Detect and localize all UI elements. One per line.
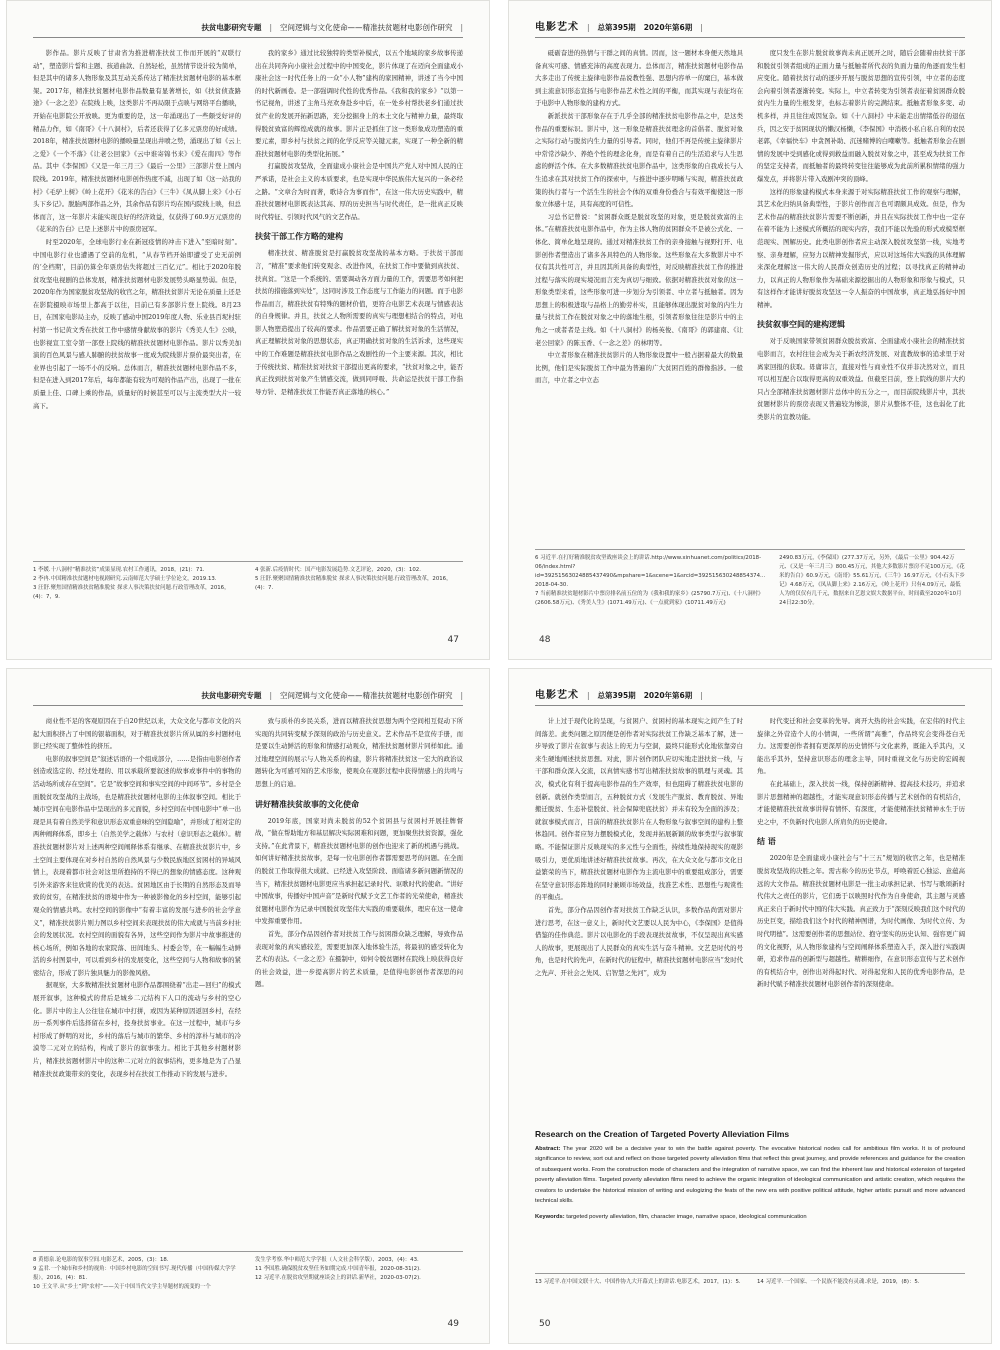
column-right	[255, 715, 463, 1080]
page-header: 扶贫电影研究专题 | 空间逻辑与文化使命——精准扶贫题材电影创作研究 |	[33, 19, 463, 38]
body-paragraph: 中立者形象在精准扶贫影片的人物形象设置中一般占据着最大的数量比例，他们是实际脱贫工作中最为普遍的广大贫困百姓的群像指涉。一般而言，中立者之中立态	[535, 351, 743, 385]
body-paragraph: 影作品。影片反映了甘肃省为推进精准扶贫工作而开展的“双联行动”，塑造影片誓和主题、孩道曲款、自然轻松，虽然情节设计较为简单，但是其中的诸多人物形象及其互动关系传达了精准扶贫题材电影的基本框架。2017年，精准扶贫题材电影作品数量有显著增长，如《扶贫侦查路途》《一念之差》在院线上映，这类影片不再局限于点映与网络平台播映，开始在电影院公开放映。更为重要的是，这一年涌现出了一些颇受好评的精品力作，如《南哥》《十八洞村》，后者还获得了亿多元票房的好成绩。2018年，精准扶贫题材电影的播映量呈现出井喷之势，涌现出了如《云上之爱》《一个不落》《让老公回家》《云中谁寄锦书来》《爱在南四》等作品。其中《李保国》《又是一年三月三》《最后一公里》三部影片登上国内院线。2019年，精准扶贫题材电影创作热度不减，出现了如《这一站我的村》《毛驴上树》《岭上花开》《花米的告白》《三牛》《凤从脚上来》《小石头下乡记》。脱胎两部作品之外，其余作品有影片均在国内院线上映，但总体而言，这一年影片未能实现良好的经济效益，仅获得了60.9万元票房的《花米的告白》已是上述影片中的票房冠军。	[33, 49, 241, 234]
journal-logo: 电影艺术	[535, 22, 579, 33]
body-columns	[33, 47, 463, 412]
body-paragraph: 时至2020年，全球电影行业在新冠疫情的冲击下进入“至暗时刻”。中国电影行业也遭遇了空前的危机，“从春节档开始即遭受了史无前例的‘全档期’，目前仍算全年票房估失将超过三百亿元”。相比于2020年脱贫攻坚电视剧的总体发展，精准扶贫题材电影发展势头略显势弱。但是，2020年作为国家脱贫攻坚战的收官之年，精准扶贫影片无论在质量上还是在影院摄映市场里上都高于以往，目前已有多部影片登上院线。8月23日，在国家电影局主办，反映了感动中国2019年度人物、乐业县百坭村驻村第一书记黄文秀在扶贫工作中感情身献故事的影片《秀美人生》公映，也影视宣工室令第一部登上院线的精准扶贫题材电影作品。影片以秀美加演的百色风景与感人肺腑的扶贫故事一度成为院线影片票价最突出者，在业界也引起了一场不小的反响。总体而言，精准扶贫题材电影作品不多，但是在进入到2017年后，每年都能有较为可观的作品产出，出现了一批在质量上佳、口碑上乘的作品，质量好的时候甚至可以与主流类型大片一较高下。	[33, 237, 241, 410]
footnote: 2018-04-30.	[535, 582, 569, 588]
body-paragraph: 首先，部分作品因创作者对扶贫工作缺乏认识，多数作品尚需对影片进行思考，在这一意义上，新时代文艺要以人民为中心，《李保国》是值得借鉴的佳作典范。影片以电影化的手段表现扶贫故事，不仅呈现出真实感人的故事，更展现出了人民群众的真实生活与奋斗精神。文艺是时代的号角，也是时代的先声，在新时代的征程中，精准扶贫题材电影应当“发时代之先声、开社会之先风、启智慧之先河”，成为	[535, 905, 743, 977]
header-issue: 总第395期	[597, 23, 636, 32]
keywords	[535, 1212, 965, 1222]
footnote: 9 孟君.一个城市和乡村的视角：中国乡村电影的空间书写.现代传播（中国传媒大学学报），2016，(4)：81.	[33, 1266, 236, 1281]
footnote: 1 李媛.十八洞村“精准扶贫”成果显现.农村工作通讯，2018，(21)：71.	[33, 567, 205, 573]
header-section: 扶贫电影研究专题	[201, 23, 262, 32]
page-47	[6, 0, 490, 660]
footnote: 2 李冉.中国精准扶贫题材电视剧研究.云南师范大学硕士学位论文，2019.13.	[33, 576, 217, 582]
body-paragraph: 时代变迁和社会变革的先导。离开大热的社会实践，在宏伟的时代主旋律之外营造个人的小情调，一些所谓“高雅”，作品终究会变得苍白无力。这需要创作者拥有更深厚的历史情怀与文化素养，既能入乎其内，又能出乎其外，坚持意识形态的理念主导，同时重视文化与历史的宏阔视角。	[757, 717, 965, 776]
section-heading: 扶贫干部工作方略的建构	[255, 232, 343, 242]
footnote: 8 黄德泉.论电影的叙事空间.电影艺术，2005，(3)：18.	[33, 1257, 169, 1263]
footnote: 12 习近平.在脱贫攻坚期就座谈会上的讲话.新华社，2020-03-07(2).	[255, 1275, 421, 1281]
body-paragraph: 电影的叙事空间是“叙述话语的一个组成部分，……是指由电影创作者创造或选定的、经过处理的、用以承载所要叙述的故事或事件中的事物的活动场所或存在空间”。它是“故事空间和事实空间的中间环节”。乡村是全面脱贫攻坚战的主战场，也是精准扶贫题材电影的主体叙事空间。相比于城市空间在电影作品中呈现出的多元面貌，乡村空间在中国电影中“单一出现是具有着自然美学和意识形态双重意味的空间隐喻”，并形成了相对定的两种阐释体系，即乡土（自然美学之载体）与农村（意识形态之载体）。精准扶贫题材影片对上述两种空间阐释体系有继承、在精准扶贫影片中，乡土空间主要体现在对乡村自然的自然风景与少数民族地区贫困村的异域风情上，表现着都市社会对这里所抱持的不得已的想象的情感态度。这种观引外来游客来往欣赏的优美的表达。贫困地区由于长期的自然形态及而导致的贫穷，在精准扶贫的语境中作为一种被影像化的乡村空间，能够引起观众的情感共鸣。农村空间的影像中“有着丰富的发展与进步的社会学意义”，精准扶贫影片则力图以乡村空间来表现扶贫的伟大成就与当前乡村社会的发展状况。农村空间的面貌有各异，这些空间作为影片中故事推进的核心场所，例如各地的农家院落、田间地头、村委会等，在一幅幅生动鲜活的乡村图景中，可以看到乡村的发展变化，这些空间与人物和故事的紧密结合，形成了影片独具魅力的影像风格。	[33, 754, 241, 977]
footnote: 3 汪舒.聚焦国情精准扶贫精准脱贫 探求人事决策扶贫问题.行政管理改革，2016，(4)：7，9.	[33, 585, 230, 600]
body-paragraph: 精准扶贫、精准脱贫是打赢脱贫攻坚战的基本方略。于扶贫干部而言，“精准”要求他们转变观念、改进作风，在扶贫工作中要做到真扶贫、扶真贫。“这是一个系统的、需要调动各方面力量的工作，需要思考如何把扶贫的措施落到实处”，这同时涉及工作态度与工作能力的问题。而于电影作品而言，精准扶贫有特殊的题材价值，更符合电影艺术表现与情感表达的自身规律。并且，扶贫之人物所需要的真实与理想相结合的特点，对电影人物塑造提出了较高的要求。作品需要正确了解扶贫对象的生活情况，真正理解扶贫对象的思想状态，真正明确扶贫对象的生活诉求，这些现实中的工作难题是精准扶贫电影作品之戏剧性的一个主要来源。其次，相比于传统扶贫、精准扶贫对扶贫干部提出更高的要求，“扶贫对象之中，能否真正找到扶贫对象产生情感交流，做到同呼吸、共命运是扶贫干部工作指导方针、是精准扶贫工作能否真正落地的核心。”	[255, 249, 463, 396]
body-paragraph: 打赢脱贫攻坚战，全面建成小康社会是中国共产党人对中国人民的庄严承诺，是社会主义的本质要求，也是实现中华民族伟大复兴的一条必经之路。“文章合为时而著，歌诗合为事而作”，在这一伟大历史实践中，精准扶贫题材电影既表达其高、厚的历史担当与时代责任，是一批真正反映时代特征、引领时代风气的文艺作品。	[255, 162, 463, 221]
body-paragraph: 据观察，大多数精准扶贫题材电影作品都围绕着“出走—回归”的模式展开叙事，这种模式的背后是城乡二元结构下人口的流动与乡村的空心化。影片中的主人公往往在城市中打拼，或因为某种原因返回乡村，在经历一系列事件后选择留在乡村，投身扶贫事业。在这一过程中，城市与乡村形成了鲜明的对比，乡村的落后与城市的繁华、乡村的淳朴与城市的冷漠等二元对立的结构，构成了影片的叙事张力。相比于其他乡村题材影片，精准扶贫题材影片中的这种二元对立的叙事结构，更多地是为了凸显精准扶贫政策带来的变化，表现乡村在扶贫工作推动下的发展与进步。	[33, 981, 241, 1078]
page-number: 48	[539, 635, 551, 645]
body-paragraph: 这样的形象建构模式本身来源于对实际精准扶贫工作的观察与理解，其艺术化归纳具备典型性，于影片创作而言也可谓颇具成效。但是，作为艺术作品的精准扶贫影片需要不断创新，并且在实际扶贫工作中也一定存在着不能为上述模式所概括的现实内容，我们不能以先验的形式或模型框范现实、图解历史。此类电影创作者应主动深入脱贫攻坚第一线，实地考察、亲身理解，应努力以精神发掘形式，应以对这场伟大实践的具体理解来深化理解这一伟大的人民群众创造历史的过程；以寻找真正的精神动力，以真正的人物形象作为基础来源挖掘出的人物形象和形象与模式，只有这样作才能讲好脱贫攻坚这一令人振奋的中国故事，真正地弘扬好中国精神。	[757, 187, 965, 309]
body-paragraph: 对于反映国家带领贫困群众脱贫致富、全面建成小康社会的精准扶贫电影而言，农村往往会成为关于新农经济发展、对直教故事的追求里于对离家回报的获取。毋庸讳言，直接对性与商业性不仅并非决然对立，而且可以相互配合以取得更高的双重效益。但截至目前，登上院线的影片大约只占全部精准扶贫题材影片总体中的五分之一，而目前院线影片中，其扶贫题材影片的票房表现又普遍较为惨淡，影片从整体不佳，这也弱化了此类影片的宣教功能。	[757, 337, 965, 422]
footnote: 5 汪舒.聚聚国情精准扶贫精准脱贫 探求人事决策扶贫问题.行政管理改革，2016，(4)：7.	[255, 576, 452, 591]
footnotes	[33, 561, 463, 602]
body-paragraph: 首先，部分作品因创作者对扶贫工作与贫困群众缺乏理解，导致作品表现对象的真实感较差，需要更加深入地体验生活，将最初的感受转化为艺术的表达。《一念之差》在摄制中，如何令脱贫题材在院线上映获得良好的社会效益，进一步提高影片的艺术质量，是值得电影创作者深思的问题。	[255, 929, 463, 989]
body-columns	[535, 715, 965, 1123]
footnote: 2490.83万元，《李保国》(277.37万元，另外，《最后一公里》904.42万元、《又是一年三月三》800.45万元，其他大多数影片票房不足100万元，《花米的告白》60.9万元，《南哥》55.61万元，《三牛》16.97万元，《小石头下乡记》4.68万元，《凤从脚上来》2.16万元，《岭上花开》只有4.09万元，最低人为的仅仅有几千元，数据来自艺恩文娱大数据平台，时间截至2020年10月24日22:30分。	[779, 555, 965, 606]
body-columns	[33, 715, 463, 1080]
section-heading: 讲好精准扶贫故事的文化使命	[255, 799, 359, 809]
page-number: 49	[447, 1319, 459, 1329]
page-50	[508, 668, 992, 1344]
column-right	[255, 47, 463, 412]
page-49	[6, 668, 490, 1344]
section-heading: 扶贫叙事空间的建构逻辑	[757, 320, 845, 330]
header-title: 空间逻辑与文化使命——精准扶贫题材电影创作研究	[279, 691, 453, 700]
body-paragraph: 砥砺奋进的热情与干群之间的真情。因而，这一题材本身便天然地具备真实可感、情感充沛的高度表现力。总体而言，精准扶贫题材电影作品大多走出了传统主旋律电影作品说教性强、思想内容单一的窠臼，基本做到主流意识形态宣扬与电影作品艺术性之间的平衡，而其实现与表征均在于电影中人物形象的建构方式。	[535, 49, 743, 108]
column-right	[757, 715, 965, 1123]
body-paragraph: 度只发生在影片脱贫故事尚未真正展开之时，随后会随着由扶贫干部和脱贫引领者组成的正面力量与抵触者所代表的负面力量的角逐而发生相应变化。随着扶贫行动的逐步开展与脱贫思想的宣传引领，中立者的态度会向着引领者逐渐转变。实际上，中立者转变为引领者表征着贫困群众脱贫内生力量的生根发芽，也标志着影片的完满结束。抵触者形象多变、动机多样，并且往往成因复杂。如《十八洞村》中未能走出情绪低谷的退伍兵，因之安于贫困现状的懒汉杨懒，《李保国》中消极小私自私自利的农民老郭，《幸福快车》中贪图补助、沉迷赌博的白嘲嗽等。抵触者形象会在剧情的发展中受到感化或得到救益而融入脱贫对象之中，甚至成为扶贫工作的坚定支持者，而抵触者的最终转变往往能够成为此前所累积情绪的强力爆发点，并将影片带入戏剧冲突的顶峰。	[757, 49, 965, 183]
footnote: 14 习近平.一个国家、一个民族不能没有灵魂.求是，2019，(8)：5.	[757, 1279, 920, 1285]
journal-logo: 电影艺术	[535, 690, 579, 701]
keywords-label: Keywords:	[535, 1214, 565, 1221]
body-paragraph: 商业性不足的客观原因在于自20世纪以来，大众文化与都市文化的兴起大面积挤占了中国的银幕面积，对于精准扶贫影片所从属的乡村题材电影已经实现了整体性的挤压。	[33, 717, 241, 751]
body-paragraph: 新派扶贫干部形象存在于几乎全部的精准扶贫电影作品之中，是这类作品的重要标识。影片中，这一形象是精准扶贫理念的首倡者、脱贫对象之实际行动与脱贫内生力量的引导者。同时，他们不再是传统主旋律影片中常常沙缺少、养绝个性的理念化身，而是有着自己的生活追求与人生思虑的鲜活个体。在大多数精准扶贫电影作品中，这类形象的自我成长与人生追求在其对扶贫工作的探索中，与推进中逐步明晰与实现，精准扶贫政策的执行者与一个活生生的社会个体的双重身份叠合与有效平衡使这一形象立体感十足，具有高度的可信性。	[535, 111, 743, 209]
english-abstract	[535, 1129, 965, 1223]
body-paragraph: 致与质朴的乡民关系，进而以精准扶贫思想为两个空间相互促动下所实现的共同转变赋予深刻的政治与历史意义。艺术作品不是宣传手册，而是要以生动鲜活的形象和情感打动观众，精准扶贫题材影片同样如此。通过地理空间的展示与人物关系的构建，影片将精准扶贫这一宏大的政治议题转化为可感可知的艺术形象，使观众在观影过程中获得情感上的共鸣与思想上的启迪。	[255, 717, 463, 788]
footnotes	[535, 1273, 965, 1287]
header-section: 扶贫电影研究专题	[201, 691, 262, 700]
footnote: 11 李国胜.确保脱贫攻坚任务如期完成.中国青年报，2020-08-31(2).	[255, 1266, 421, 1272]
abstract-title: Research on the Creation of Targeted Poverty Alleviation Films	[535, 1129, 790, 1139]
header-date: 2020年第6期	[643, 23, 693, 32]
footnote: 10 王文平.从“乡土”到“农村”——关于中国当代文学主导题材的流变的一个	[33, 1284, 211, 1290]
body-paragraph: 在此基础上，深入扶贫一线，保持创新精神、提高技术技巧，并追求影片思想精神的超越性，才能实现意识形态传播与艺术创作的有机结合，才能使精准扶贫故事讲得有情怀、有深度，才能使精准扶贫精神永生于历史之中，不负新时代电影人所肩负的历史使命。	[757, 779, 965, 826]
body-columns	[535, 47, 965, 424]
column-left	[535, 715, 743, 1123]
body-paragraph: 2020年是全面建成小康社会与“十三五”规划的收官之年，也是精准脱贫攻坚战的决胜之年。需古称今的历史节点，呼唤着匠心独运、意蕴高远的大文作品。精准扶贫题材电影是一批主动承担记录、书写与歌颂新时代伟大之责任的影片，它们勇于以映照时代作为自身使命，其主题与灵感真正来自于新时代中国的伟大实践。真正致力于“深刻反映我们这个时代的历史巨变，描绘我们这个时代的精神图谱，为时代画像、为时代立传、为时代明德”。这需要创作者的思想站位、抱守坚实的历史认知、强容更广阔的文化视野，从人物形象建构与空间阐释体系塑造入手，深入进行实践调研，追求作品的创新型与超越性。精耕细作，在意识形态宣传与艺术创作的有机结合中，创作出对得起时代、对得起党和人民的优秀电影作品，是新时代赋予精准扶贫题材电影创作者的深刻使命。	[757, 854, 965, 989]
column-right	[757, 47, 965, 424]
header-date: 2020年第6期	[643, 691, 693, 700]
footnotes	[535, 549, 965, 608]
page-header: 电影艺术 | 总第395期 2020年第6期 |	[535, 19, 965, 38]
column-left	[33, 715, 241, 1080]
body-paragraph: 我的家乡》通过比较独特的类型补模式，以五个地域的家乡故事传递出在共同奔向小康社会过程中的中国变化，影片体现了在迈向全面建成小康社会这一时代任务上的一众“小人物”建构的家园精神，讲述了当今中国的时代新画卷。是一部强调时代性的优秀作品。《我和我的家乡》“以第一书记视角，讲述了主角马亮欢身赴乡中后，在一处乡村帮扶老乡们通过扶贫产业的发展开拓新思路，充分挖掘身上的本土文化与精神力量，最终取得脱贫致富的辉煌成就的故事。影片正是抓住了这一类形象成功塑造的重要元素，即乡村与扶贫之间的化学反应等关键元素，实现了一种全新的精准扶贫题材电影的类型化拓展。”	[255, 49, 463, 158]
column-left	[33, 47, 241, 412]
section-heading: 结 语	[757, 837, 776, 847]
abstract-label: Abstract:	[535, 1146, 561, 1152]
page-number: 50	[539, 1319, 551, 1329]
abstract-text: The year 2020 will be a decisive year to win the battle against poverty. The evocative historical nodes call for ambitious film works. It is of profound significance to review, sort out and reflect on those targeted poverty alleviation films that reflect this great journey, and provide references and guidance for the creation of subsequent works. From the construction mode of characters and the integration of narrative space, we can find the inherent law and historical extension of targeted poverty alleviation films. Targeted poverty alleviation films need to achieve the organic integration of ideological communication and artistic creation, which requires the creators to undertake the historical mission of writing and eulogizing the feats of the new era with positive political attitude, higher artistic pursuit and more advanced technical skills.	[535, 1146, 965, 1205]
body-paragraph: 习总书记曾说：“贫困群众既是脱贫攻坚的对象，更是脱贫致富的主体。”在精准扶贫电影作品中，作为主体人物的贫困群众不是被公式化、一体化、简单化地呈现的。通过对精准扶贫工作的亲身接触与视野打开、电影创作者塑造出了诸多各具特色的人物形象。这些形象在大多数影片中不仅有其共性可言，并且因其所具备的典型性，对反映精准扶贫工作的推进过程与落实的现实境况而言充为真切与细致。依据对精准扶贫对象的这一形象类型来看，这些形象可进一步划分为引领者、中立者与抵触者。因为思想上的积极进取与品格上的勤劳朴实，且能够体现出脱贫对象的内生力量与扶贫工作在脱贫对象之中的落地生根，引领者形象往往是影片中的主角之一或者者是主线。如《十八洞村》的杨英俊、《南哥》的郭建南、《让老公回家》的陈玉香、《一念之差》的林明等。	[535, 212, 743, 347]
footnotes	[33, 1251, 463, 1292]
page-header: 电影艺术 | 总第395期 2020年第6期 |	[535, 687, 965, 706]
body-paragraph: 2019年底，国家对尚未脱贫的52个贫困县与贫困村开展挂牌督战，“做在帮助地方和基层解决实际困难和问题，更加聚焦扶贫资源，强化支持。”在此背景下，精准扶贫题材电影的创作也迎来了新的机遇与挑战。如何讲好精准扶贫故事，是每一位电影创作者都需要思考的问题。在全面的脱贫工作取得很大成就、已经进入攻坚阶段、面临诸多新问题新情况的当下，精准扶贫题材电影更应当承担起记录时代、讴歌时代的使命。“讲好中国故事，传播好中国声音”是新时代赋予文艺工作者的光荣使命，精准扶贫题材电影作为记录中国脱贫攻坚伟大实践的重要载体，理应在这一使命中发挥重要作用。	[255, 816, 463, 926]
footnote: 发生学考察.华中师范大学学报（人文社会科学版），2003，(4)：43.	[255, 1257, 419, 1263]
page-number: 47	[447, 635, 459, 645]
keywords-text: targeted poverty alleviation, film, character image, narrative space, ideological communication	[566, 1214, 807, 1221]
footnote: 7 当前精准扶贫题材影片中票房排名前五位的为《我和我的家乡》(25790.7万元)、《十八洞村》(2606.58万元)、《秀美人生》(1071.49万元)、《一点就到家》(10711.49万元)	[535, 591, 764, 606]
body-paragraph: 计上过于现代化的呈现，与贫困户、贫困村的基本现实之间产生了时间落差。此类问题之原因便是创作者对实际扶贫工作缺乏基本了解，进一步导致了影片在叙事与表达上的无力与空洞，最终只能形式化地依靠旁白来生硬地阐述扶贫思想。对此，影片创作团队应切实地走进扶贫一线，与干部和群众深入交流，以真情实感书写出精准扶贫故事的肌理与灵魂。其次，模式化有利于提高电影作品的生产效率，但也阻碍了精准扶贫电影的创新。就创作类型而言，五种脱贫方式（发展生产脱贫、教育脱贫、异地搬迁脱贫、生态补偿脱贫、社会保障兜底扶贫）并未有较为全面的涉及；就叙事模式而言，目前的精准扶贫影片在人物形象与叙事空间的建构上整体趋同。创作者应努力摆脱模式化，发现并拓展新颖的故事类型与叙事策略。不能保证影片反映现实的多元性与全面性，持续性地保持现实的观影吸引力，更优质地讲述好精准扶贫故事。再次，在大众文化与都市文化日益繁荣的当下，精准扶贫题材电影作为主流电影中的重要组成部分，需要在坚守意识形态阵地的同时兼顾市场效益，找准艺术性、思想性与观赏性的平衡点。	[535, 717, 743, 902]
footnote: 13 习近平.在中国文联十大、中国作协九大开幕式上的讲话.电影艺术，2017，(1)：5.	[535, 1279, 741, 1285]
header-title: 空间逻辑与文化使命——精准扶贫题材电影创作研究	[279, 23, 453, 32]
page-48	[508, 0, 992, 660]
footnote: 6 习近平.在打好精准脱贫攻坚战座谈会上的讲话.http://www.xinhuanet.com/politics/2018-06/index.html?id=39251563024885437490&mpshare=1&scene=1&srcid=392515630248854374...	[535, 555, 766, 579]
column-left	[535, 47, 743, 424]
header-issue: 总第395期	[597, 691, 636, 700]
footnote: 4 张新.后疫情时代：国产电影发展趋势.文艺评论，2020，(3)：102.	[255, 567, 421, 573]
abstract-body	[535, 1144, 965, 1206]
page-header: 扶贫电影研究专题 | 空间逻辑与文化使命——精准扶贫题材电影创作研究 |	[33, 687, 463, 706]
